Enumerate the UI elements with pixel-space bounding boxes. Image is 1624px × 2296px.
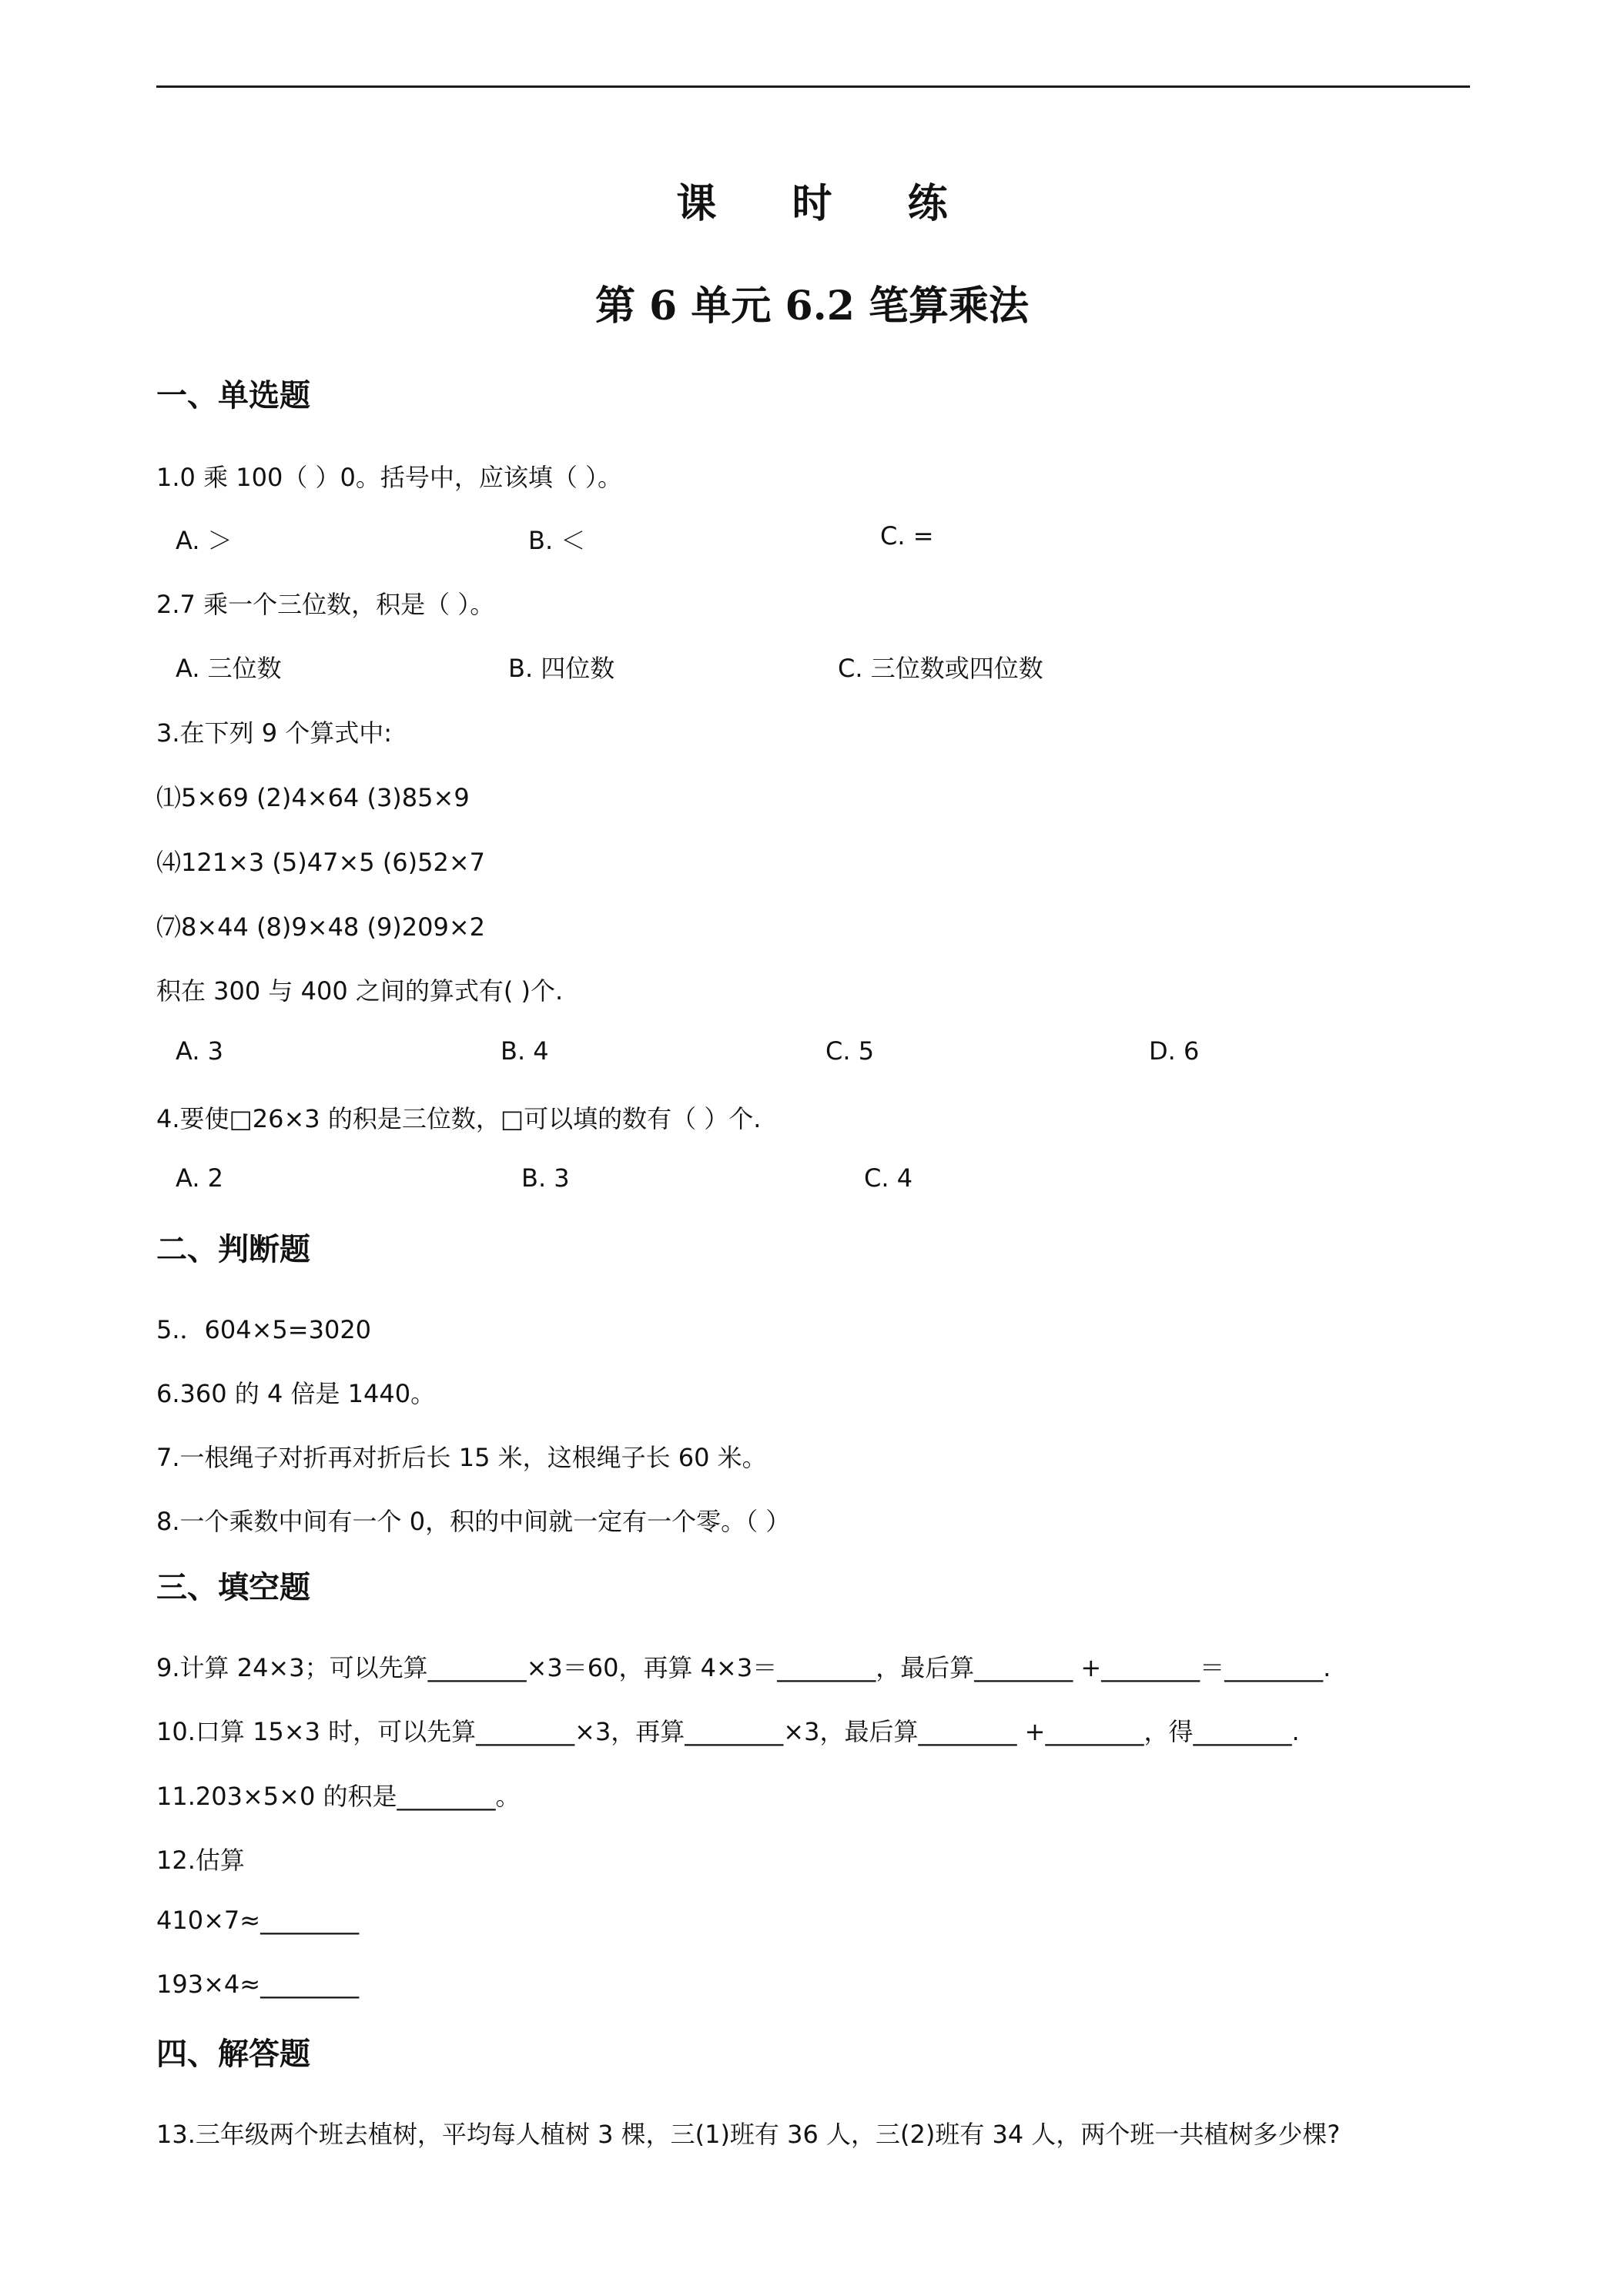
question-10: 10.口算 15×3 时，可以先算________×3，再算________×3，最后算________ +________，得________. — [156, 1717, 1300, 1746]
q3-option-b: B. 4 — [501, 1036, 549, 1066]
question-9: 9.计算 24×3；可以先算________×3＝60，再算 4×3＝________，最后算________ +________＝________. — [156, 1653, 1331, 1682]
q4-option-b: B. 3 — [521, 1163, 570, 1193]
q2-option-c: C. 三位数或四位数 — [838, 654, 1043, 683]
q12-estimate-2: 193×4≈________ — [156, 1970, 360, 1999]
page-title: 课 时 练 — [676, 180, 979, 227]
header-rule — [156, 85, 1470, 88]
question-2: 2.7 乘一个三位数，积是（ ）。 — [156, 590, 495, 619]
q3-expressions-row-1: ⑴5×69 (2)4×64 (3)85×9 — [156, 783, 470, 812]
section-heading-true-false: 二、判断题 — [156, 1232, 310, 1267]
question-4: 4.要使□26×3 的积是三位数，□可以填的数有（ ）个. — [156, 1104, 762, 1133]
section-heading-answer: 四、解答题 — [156, 2037, 310, 2072]
q3-option-a: A. 3 — [176, 1036, 224, 1066]
q3-expressions-row-3: ⑺8×44 (8)9×48 (9)209×2 — [156, 912, 486, 942]
question-12: 12.估算 — [156, 1846, 245, 1875]
q3-option-d: D. 6 — [1149, 1036, 1200, 1066]
q4-option-a: A. 2 — [176, 1163, 224, 1193]
question-11: 11.203×5×0 的积是________。 — [156, 1782, 521, 1811]
q3-question: 积在 300 与 400 之间的算式有( )个. — [156, 976, 564, 1006]
q1-option-c: C. = — [880, 521, 934, 551]
q12-estimate-1: 410×7≈________ — [156, 1906, 360, 1935]
question-8: 8.一个乘数中间有一个 0，积的中间就一定有一个零。（ ） — [156, 1507, 791, 1536]
section-heading-single-choice: 一、单选题 — [156, 378, 310, 413]
q3-option-c: C. 5 — [825, 1036, 875, 1066]
question-1: 1.0 乘 100（ ）0。括号中，应该填（ ）。 — [156, 463, 623, 492]
q4-option-c: C. 4 — [864, 1163, 913, 1193]
q2-option-a: A. 三位数 — [176, 654, 282, 683]
page-subtitle: 第 6 单元 6.2 笔算乘法 — [594, 283, 1030, 330]
question-6: 6.360 的 4 倍是 1440。 — [156, 1379, 436, 1408]
question-7: 7.一根绳子对折再对折后长 15 米，这根绳子长 60 米。 — [156, 1443, 767, 1472]
question-3: 3.在下列 9 个算式中: — [156, 718, 393, 748]
q3-expressions-row-2: ⑷121×3 (5)47×5 (6)52×7 — [156, 848, 486, 877]
section-heading-fill-blank: 三、填空题 — [156, 1570, 310, 1605]
q1-option-a: A. ＞ — [176, 526, 233, 555]
q2-option-b: B. 四位数 — [508, 654, 615, 683]
question-13: 13.三年级两个班去植树，平均每人植树 3 棵，三(1)班有 36 人，三(2)班有 34 人，两个班一共植树多少棵? — [156, 2120, 1341, 2149]
q1-option-b: B. ＜ — [528, 526, 586, 555]
question-5: 5.．604×5=3020 — [156, 1315, 372, 1344]
